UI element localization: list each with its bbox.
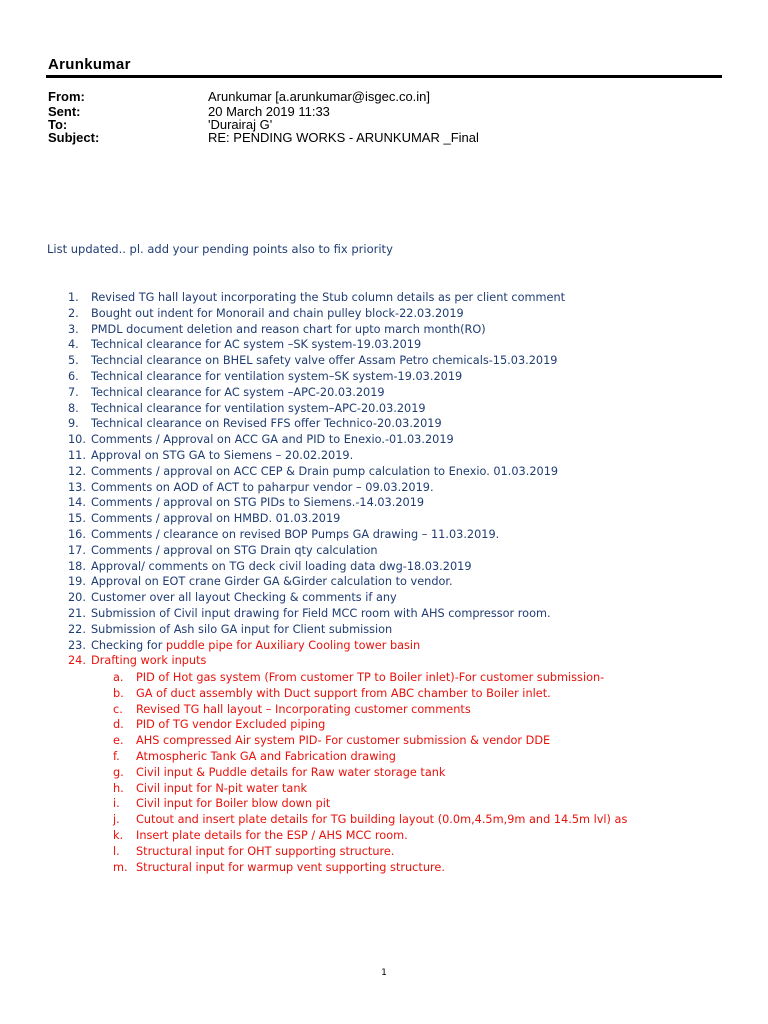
list-item bbox=[48, 416, 738, 432]
item-text: Approval on STG GA to Siemens – 20.02.2019. bbox=[91, 448, 354, 462]
subitem-letter: d. bbox=[113, 718, 124, 732]
list-item bbox=[48, 369, 738, 385]
sub-list-item bbox=[48, 860, 738, 876]
subitem-text: Cutout and insert plate details for TG building layout (0.0m,4.5m,9m and 14.5m lvl) as bbox=[136, 813, 628, 827]
subitem-letter: b. bbox=[113, 686, 124, 700]
sub-list-item bbox=[48, 670, 738, 686]
sent-label: Sent: bbox=[48, 104, 81, 119]
item-number: 18. bbox=[68, 559, 86, 573]
subitem-letter: g. bbox=[113, 765, 124, 779]
sub-list-item bbox=[48, 733, 738, 749]
item-number: 9. bbox=[68, 417, 79, 431]
item-text: PMDL document deletion and reason chart for upto march month(RO) bbox=[91, 322, 486, 336]
item-number: 15. bbox=[68, 512, 86, 526]
list-item bbox=[48, 511, 738, 527]
item-text: Comments / approval on STG Drain qty calculation bbox=[91, 543, 378, 557]
subitem-letter: m. bbox=[113, 860, 128, 874]
to-label: To: bbox=[48, 117, 68, 132]
item-text: Comments / approval on ACC CEP & Drain pump calculation to Enexio. 01.03.2019 bbox=[91, 464, 559, 478]
item-number: 10. bbox=[68, 433, 86, 447]
list-item bbox=[48, 353, 738, 369]
pending-works-list bbox=[48, 290, 738, 669]
list-item bbox=[48, 448, 738, 464]
subitem-letter: i. bbox=[113, 797, 120, 811]
item-text: Technical clearance on Revised FFS offer Technico-20.03.2019 bbox=[91, 417, 442, 431]
item-text: Comments / Approval on ACC GA and PID to Enexio.-01.03.2019 bbox=[91, 433, 454, 447]
item-number: 7. bbox=[68, 385, 79, 399]
sub-list-item bbox=[48, 702, 738, 718]
item-number: 5. bbox=[68, 354, 79, 368]
item-text: Customer over all layout Checking & comments if any bbox=[91, 591, 397, 605]
item-number: 12. bbox=[68, 464, 86, 478]
list-item bbox=[48, 290, 738, 306]
subject-value: RE: PENDING WORKS - ARUNKUMAR _Final bbox=[208, 130, 479, 145]
sub-list-item bbox=[48, 717, 738, 733]
subitem-letter: c. bbox=[113, 702, 123, 716]
item-text: Comments / clearance on revised BOP Pumps GA drawing – 11.03.2019. bbox=[91, 527, 500, 541]
item-text: Bought out indent for Monorail and chain pulley block-22.03.2019 bbox=[91, 306, 464, 320]
to-value: 'Durairaj G' bbox=[208, 117, 273, 132]
item-number: 8. bbox=[68, 401, 79, 415]
subitem-text: PID of Hot gas system (From customer TP to Boiler inlet)-For customer submission- bbox=[136, 671, 605, 684]
item-number: 20. bbox=[68, 591, 86, 605]
list-item bbox=[48, 480, 738, 496]
item-text: Techncial clearance on BHEL safety valve offer Assam Petro chemicals-15.03.2019 bbox=[91, 354, 558, 368]
item-number: 14. bbox=[68, 496, 86, 510]
page-number: 1 bbox=[381, 968, 387, 978]
item-text: Technical clearance for AC system –SK system-19.03.2019 bbox=[91, 338, 422, 352]
list-item bbox=[48, 543, 738, 559]
item-number: 16. bbox=[68, 527, 86, 541]
subitem-letter: f. bbox=[113, 749, 120, 763]
sub-list-item bbox=[48, 796, 738, 812]
item-text-blue: Checking for bbox=[91, 638, 166, 652]
item-number: 17. bbox=[68, 543, 86, 557]
subitem-text: PID of TG vendor Excluded piping bbox=[136, 718, 326, 732]
list-item bbox=[48, 337, 738, 353]
item-text: Drafting work inputs bbox=[91, 654, 207, 668]
sub-list-item bbox=[48, 828, 738, 844]
item-text: Technical clearance for AC system –APC-20.03.2019 bbox=[91, 385, 385, 399]
subitem-letter: l. bbox=[113, 844, 120, 858]
list-item bbox=[48, 653, 738, 669]
list-item bbox=[48, 432, 738, 448]
subitem-text: Structural input for OHT supporting structure. bbox=[136, 844, 395, 858]
subitem-text: Civil input & Puddle details for Raw water storage tank bbox=[136, 765, 446, 779]
item-text: Comments / approval on STG PIDs to Siemens.-14.03.2019 bbox=[91, 496, 425, 510]
list-item bbox=[48, 495, 738, 511]
list-item bbox=[48, 385, 738, 401]
subitem-letter: h. bbox=[113, 781, 124, 795]
list-item bbox=[48, 559, 738, 575]
item-number: 13. bbox=[68, 480, 86, 494]
item-number: 22. bbox=[68, 622, 86, 636]
sub-list-item bbox=[48, 844, 738, 860]
item-text: Technical clearance for ventilation system–SK system-19.03.2019 bbox=[91, 369, 463, 383]
list-item bbox=[48, 590, 738, 606]
subitem-text: Insert plate details for the ESP / AHS MCC room. bbox=[136, 828, 408, 842]
item-text: Submission of Ash silo GA input for Client submission bbox=[91, 622, 393, 636]
sub-list-item bbox=[48, 812, 738, 828]
subitem-text: AHS compressed Air system PID- For customer submission & vendor DDE bbox=[136, 734, 551, 748]
sub-list-item bbox=[48, 686, 738, 702]
sub-list-item bbox=[48, 749, 738, 765]
subitem-letter: k. bbox=[113, 828, 124, 842]
item-number: 21. bbox=[68, 606, 86, 620]
sent-value: 20 March 2019 11:33 bbox=[208, 104, 330, 119]
item-text: Comments on AOD of ACT to paharpur vendor – 09.03.2019. bbox=[91, 480, 434, 494]
from-value: Arunkumar [a.arunkumar@isgec.co.in] bbox=[208, 89, 431, 104]
subitem-text: Civil input for Boiler blow down pit bbox=[136, 797, 331, 811]
from-label: From: bbox=[48, 89, 85, 104]
list-item bbox=[48, 622, 738, 638]
item-text: Comments / approval on HMBD. 01.03.2019 bbox=[91, 512, 341, 526]
item-number: 3. bbox=[68, 322, 79, 336]
item-number: 24. bbox=[68, 654, 86, 668]
list-item bbox=[48, 638, 738, 654]
list-item bbox=[48, 306, 738, 322]
subitem-text: GA of duct assembly with Duct support from ABC chamber to Boiler inlet. bbox=[136, 686, 551, 700]
item-number: 4. bbox=[68, 338, 79, 352]
item-number: 6. bbox=[68, 369, 79, 383]
subitem-letter: e. bbox=[113, 734, 124, 748]
list-item bbox=[48, 574, 738, 590]
subitem-letter: a. bbox=[113, 671, 124, 684]
list-item bbox=[48, 527, 738, 543]
item-text: Approval/ comments on TG deck civil loading data dwg-18.03.2019 bbox=[91, 559, 472, 573]
list-item bbox=[48, 606, 738, 622]
list-item bbox=[48, 322, 738, 338]
item-number: 11. bbox=[68, 448, 86, 462]
sub-list-item bbox=[48, 781, 738, 797]
item-text: Technical clearance for ventilation system–APC-20.03.2019 bbox=[91, 401, 426, 415]
list-item bbox=[48, 401, 738, 417]
item-number: 2. bbox=[68, 306, 79, 320]
subitem-text: Civil input for N-pit water tank bbox=[136, 781, 308, 795]
item-text: Approval on EOT crane Girder GA &Girder calculation to vendor. bbox=[91, 575, 453, 589]
item-number: 1. bbox=[68, 291, 79, 304]
subitem-text: Atmospheric Tank GA and Fabrication drawing bbox=[136, 749, 396, 763]
sub-list-item bbox=[48, 765, 738, 781]
subitem-text: Structural input for warmup vent supporting structure. bbox=[136, 860, 445, 874]
list-item bbox=[48, 464, 738, 480]
item-text: Submission of Civil input drawing for Field MCC room with AHS compressor room. bbox=[91, 606, 551, 620]
drafting-inputs-sublist bbox=[48, 670, 738, 875]
title-rule bbox=[46, 75, 722, 78]
subitem-text: Revised TG hall layout – Incorporating customer comments bbox=[136, 702, 471, 716]
subject-label: Subject: bbox=[48, 130, 100, 145]
item-text bbox=[91, 638, 420, 654]
intro-text: List updated.. pl. add your pending points also to fix priority bbox=[47, 242, 393, 256]
item-text-red: puddle pipe for Auxiliary Cooling tower basin bbox=[165, 638, 421, 652]
subitem-letter: j. bbox=[113, 813, 120, 827]
item-text: Revised TG hall layout incorporating the Stub column details as per client comment bbox=[91, 291, 566, 304]
page-title: Arunkumar bbox=[48, 56, 131, 73]
item-number: 23. bbox=[68, 638, 86, 652]
item-number: 19. bbox=[68, 575, 86, 589]
